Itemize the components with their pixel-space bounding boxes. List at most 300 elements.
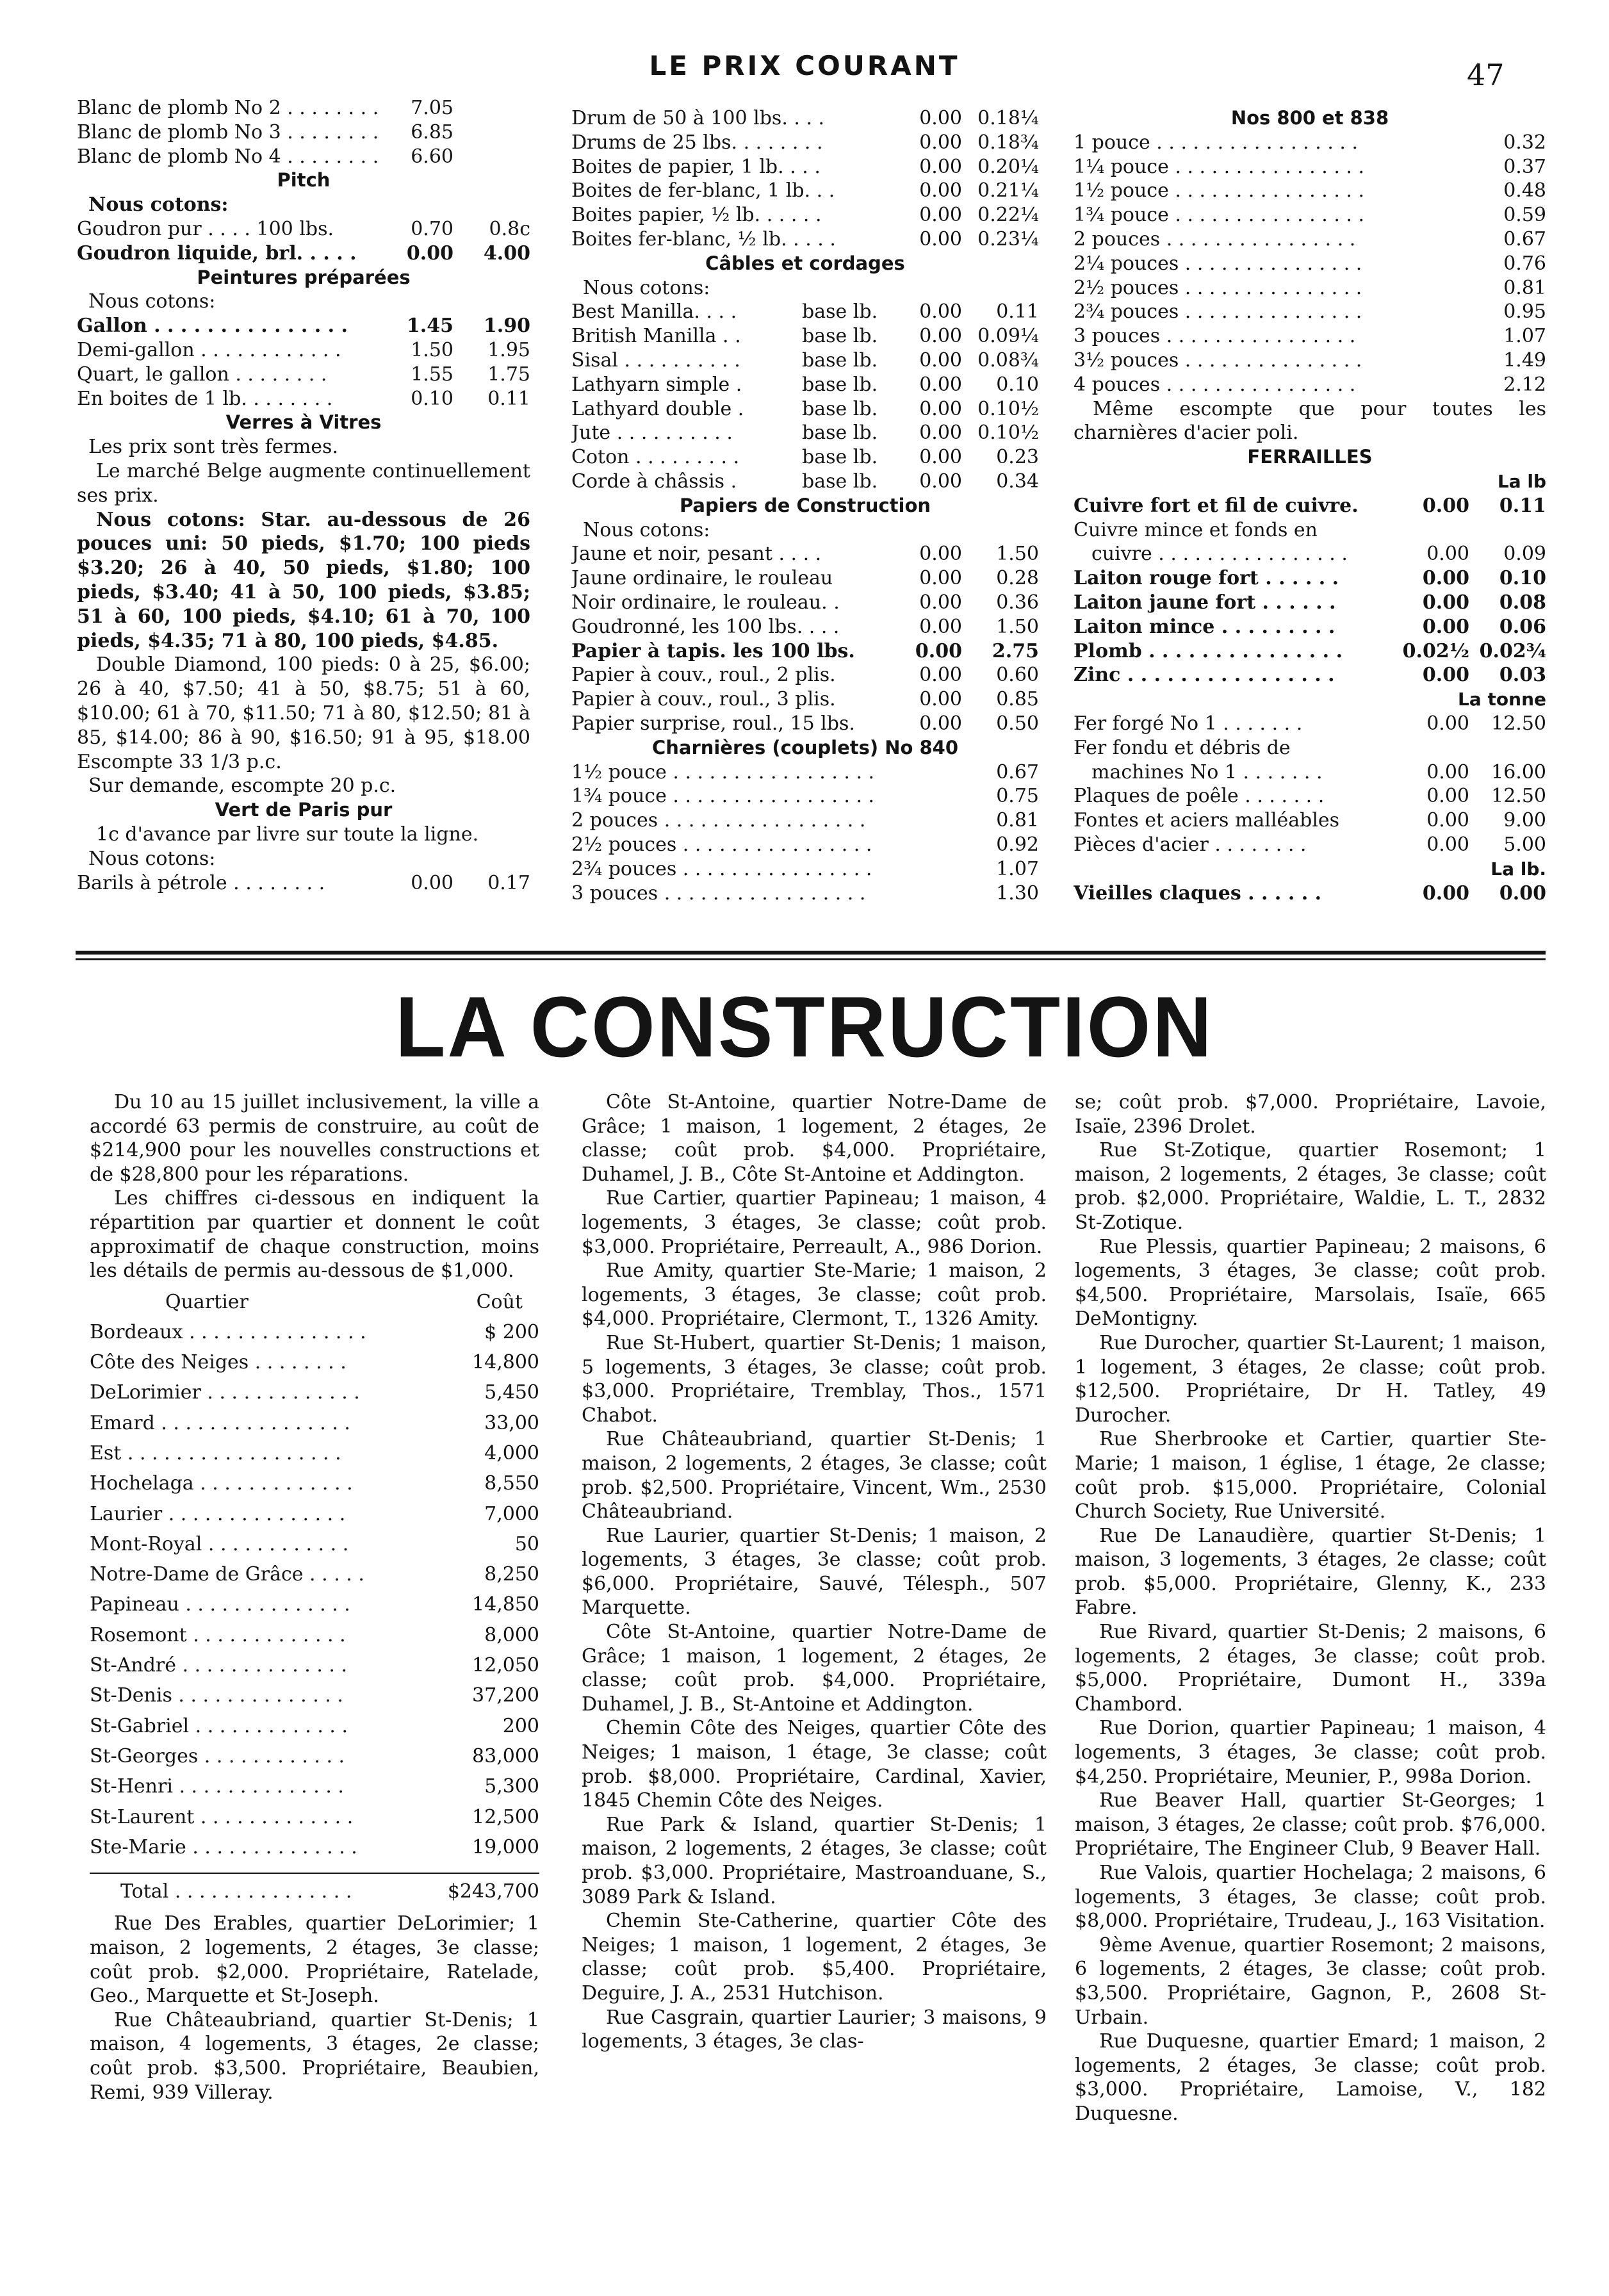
district-cost: 14,850	[472, 1593, 539, 1616]
price-value-low: 0.00	[919, 615, 962, 638]
intro-paragraph: Du 10 au 15 juillet inclusivement, la ville a accordé 63 permis de construire, au coût de $214,900 pour les nouvelles constructions et de $28,800 pour les réparations.	[90, 1091, 539, 1186]
permit-notice: Rue Laurier, quartier St-Denis; 1 maison, 2 logements, 3 étages, 3e classe; coût prob. $6,000. Propriétaire, Sauvé, Télesph., 507 Marquette.	[582, 1524, 1047, 1620]
price-row	[77, 338, 530, 363]
unit-label: La lb	[1497, 470, 1546, 492]
price-row	[1074, 494, 1546, 518]
price-row	[1074, 566, 1546, 591]
price-value-high: 12.50	[1491, 785, 1546, 808]
price-value-high: 0.81	[1503, 276, 1546, 299]
district-name: DeLorimier . . . . . . . . . . . . .	[90, 1381, 360, 1404]
price-unit: base lb.	[802, 422, 878, 445]
price-value-high: 1.50	[996, 543, 1039, 566]
price-value-high: 0.28	[996, 567, 1039, 590]
price-value-high: 0.06	[1499, 615, 1546, 638]
price-value-low	[1399, 324, 1469, 348]
price-label: Plomb . . . . . . . . . . . . . . .	[1074, 639, 1343, 662]
price-label: Goudron liquide, brl. . . . .	[77, 242, 357, 265]
price-value-low: 6.85	[411, 120, 453, 144]
price-label: Drums de 25 lbs. . . . . . . .	[571, 131, 823, 154]
price-value-high: 0.76	[1503, 252, 1546, 275]
price-column-2	[571, 106, 1039, 905]
price-label: Goudron pur . . . . 100 lbs.	[77, 217, 334, 240]
price-label: Blanc de plomb No 4 . . . . . . . .	[77, 145, 379, 168]
price-row	[1074, 882, 1546, 906]
price-label: 3½ pouces . . . . . . . . . . . . . . .	[1074, 348, 1362, 372]
price-label: Drum de 50 à 100 lbs. . . .	[571, 107, 825, 129]
price-value-low: 0.00	[919, 227, 962, 250]
price-label: Fontes et aciers malléables	[1074, 809, 1340, 832]
price-value-high: 0.09¼	[977, 325, 1039, 348]
price-value-low: 0.00	[919, 373, 962, 396]
district-name: Mont-Royal . . . . . . . . . . . .	[90, 1532, 349, 1555]
permit-notice: Rue Rivard, quartier St-Denis; 2 maisons, 6 logements, 2 étages, 3e classe; coût prob. $5,000. Propriétaire, Dumont H., 339a Chambord.	[1075, 1621, 1546, 1716]
price-row	[1074, 300, 1546, 324]
section-paragraph: Le marché Belge augmente continuellement ses prix.	[77, 459, 530, 507]
price-row	[571, 712, 1039, 736]
price-row	[571, 784, 1039, 808]
price-value-high: 5.00	[1503, 833, 1546, 856]
price-value-high: 0.18¼	[977, 107, 1039, 129]
district-name: Emard . . . . . . . . . . . . . . . .	[90, 1411, 350, 1434]
price-value-low: 0.00	[919, 567, 962, 590]
price-label: British Manilla . .	[571, 325, 741, 348]
price-value-low: 0.00	[919, 688, 962, 711]
price-row	[1074, 591, 1546, 615]
price-label: Cuivre fort et fil de cuivre.	[1074, 494, 1359, 517]
section-subline: Nous cotons:	[583, 276, 710, 299]
price-row	[1074, 227, 1546, 252]
price-label: 2¾ pouces . . . . . . . . . . . . . . . .	[571, 857, 872, 880]
price-value-high: 16.00	[1491, 760, 1546, 783]
price-value-low: 0.00	[919, 422, 962, 445]
price-value-low: 0.00	[1426, 543, 1469, 566]
price-value-low: 0.00	[919, 446, 962, 469]
price-value-low: 0.00	[919, 712, 962, 735]
district-row	[90, 1317, 539, 1347]
district-name: Est . . . . . . . . . . . . . . . . . .	[90, 1441, 341, 1464]
price-label: Corde à châssis .	[571, 470, 737, 493]
section-heading: Câbles et cordages	[705, 252, 905, 274]
price-value-low: 0.00	[919, 397, 962, 420]
price-value-low: 0.00	[1422, 664, 1469, 687]
permit-notice: Rue Châteaubriand, quartier St-Denis; 1 maison, 2 logements, 2 étages, 3e classe; coût prob. $2,500. Propriétaire, Vincent, Wm., 2530 Châteaubriand.	[582, 1428, 1047, 1523]
permit-notice: Rue Dorion, quartier Papineau; 1 maison, 4 logements, 3 étages, 3e classe; coût prob. $4,250. Propriétaire, Meunier, P., 998a Dorion.	[1075, 1717, 1546, 1788]
district-name: St-André . . . . . . . . . . . . . .	[90, 1654, 348, 1677]
price-row	[1074, 252, 1546, 276]
price-label: Lathyard double .	[571, 397, 744, 420]
price-label: 1¾ pouce . . . . . . . . . . . . . . . .	[1074, 204, 1364, 227]
price-label: Zinc . . . . . . . . . . . . . . . .	[1074, 664, 1335, 687]
district-row	[90, 1620, 539, 1650]
price-value-high: 0.67	[1503, 227, 1546, 250]
price-value-low: 1.45	[406, 315, 453, 338]
price-value-low: 0.00	[406, 242, 453, 265]
price-column-1	[77, 96, 530, 895]
page-number: 47	[1467, 58, 1505, 92]
price-value-high: 0.09	[1503, 543, 1546, 566]
price-value-low: 0.00	[1426, 833, 1469, 856]
price-value-low: 0.00	[1422, 591, 1469, 614]
district-row	[90, 1499, 539, 1529]
district-cost: 8,000	[484, 1623, 539, 1646]
price-value-high: 9.00	[1503, 809, 1546, 832]
price-row	[571, 663, 1039, 687]
price-value-high: 0.18¾	[977, 131, 1039, 154]
price-value-low: 0.00	[915, 639, 962, 662]
price-row	[571, 687, 1039, 712]
price-row	[571, 348, 1039, 373]
price-label: Papier à couv., roul., 2 plis.	[571, 664, 836, 687]
price-row	[571, 397, 1039, 422]
district-name: St-Georges . . . . . . . . . . . .	[90, 1744, 345, 1767]
district-cost: 8,550	[484, 1472, 539, 1495]
price-unit: base lb.	[802, 300, 878, 324]
price-value-low: 0.00	[1426, 712, 1469, 735]
district-cost: 14,800	[472, 1351, 539, 1374]
section-heading: Pitch	[277, 169, 331, 192]
price-value-high	[453, 96, 530, 120]
permit-notice: Rue Châteaubriand, quartier St-Denis; 1 maison, 4 logements, 3 étages, 2e classe; coût prob. $3,500. Propriétaire, Beaubien, Remi, 939 Villeray.	[90, 2008, 539, 2104]
price-label: 2 pouces . . . . . . . . . . . . . . . . .	[571, 809, 866, 832]
price-row	[571, 470, 1039, 494]
price-value-low: 7.05	[411, 97, 453, 119]
price-row	[571, 882, 1039, 906]
price-value-low	[1399, 276, 1469, 300]
district-name: Laurier . . . . . . . . . . . . . . .	[90, 1502, 346, 1525]
section-subline: Nous cotons:	[583, 518, 710, 541]
permit-notice: Côte St-Antoine, quartier Notre-Dame de Grâce; 1 maison, 1 logement, 2 étages, 2e classe; coût prob. $4,000. Propriétaire, Duhamel, J. B., Côte St-Antoine et Addington.	[582, 1091, 1047, 1186]
price-value-low: 0.00	[919, 470, 962, 493]
district-row	[90, 1559, 539, 1589]
section-subline: Nous cotons:	[88, 193, 229, 217]
price-unit: base lb.	[802, 348, 878, 372]
price-label: Barils à pétrole . . . . . . . .	[77, 871, 325, 894]
price-row	[1074, 639, 1546, 664]
district-cost: 12,500	[472, 1805, 539, 1828]
price-row	[77, 314, 530, 338]
price-label: 1½ pouce . . . . . . . . . . . . . . . .	[1074, 179, 1364, 202]
permit-notice: Rue Amity, quartier Ste-Marie; 1 maison, 2 logements, 3 étages, 3e classe; coût prob. $4,000. Propriétaire, Clermont, T., 1326 Amity.	[582, 1259, 1047, 1331]
price-value-high: 0.20¼	[977, 155, 1039, 178]
price-label: Laiton rouge fort . . . . . .	[1074, 567, 1339, 590]
price-label: Noir ordinaire, le rouleau. .	[571, 591, 840, 614]
section-heading: Peintures préparées	[197, 266, 411, 288]
price-row	[571, 591, 1039, 615]
section-subline: Les prix sont très fermes.	[88, 436, 338, 459]
price-value-low: 0.00	[1422, 567, 1469, 590]
district-row	[90, 1771, 539, 1801]
section-subline: Sur demande, escompte 20 p.c.	[88, 775, 396, 798]
permit-notice: Rue Durocher, quartier St-Laurent; 1 maison, 1 logement, 3 étages, 2e classe; coût prob. $12,500. Propriétaire, Dr H. Tatley, 49 Durocher.	[1075, 1331, 1546, 1427]
district-name: Notre-Dame de Grâce . . . . .	[90, 1563, 364, 1586]
price-value-high: 0.02¾	[1479, 639, 1546, 662]
district-cost: 37,200	[472, 1684, 539, 1707]
price-label: 1½ pouce . . . . . . . . . . . . . . . . .	[571, 760, 875, 783]
price-value-low: 0.00	[919, 543, 962, 566]
section-heading: Nos 800 et 838	[1230, 107, 1389, 129]
price-value-low: 0.00	[919, 179, 962, 202]
price-row	[1074, 276, 1546, 300]
permit-notice: Rue Valois, quartier Hochelaga; 2 maisons, 6 logements, 3 étages, 3e classe; coût prob. $8,000. Propriétaire, Trudeau, J., 163 Visitation.	[1075, 1862, 1546, 1933]
price-value-high: 1.50	[996, 615, 1039, 638]
price-value-low: 0.00	[1422, 494, 1469, 517]
price-value-high: 0.11	[1499, 494, 1546, 517]
permit-notice: se; coût prob. $7,000. Propriétaire, Lavoie, Isaïe, 2396 Drolet.	[1075, 1091, 1546, 1138]
price-value-high: 1.07	[1503, 325, 1546, 348]
price-row	[1074, 348, 1546, 373]
text-line: Fer fondu et débris de	[1074, 736, 1291, 759]
permit-notice: Rue Plessis, quartier Papineau; 2 maisons, 6 logements, 3 étages, 3e classe; coût prob. $4,500. Propriétaire, Marsolais, Isaïe, 665 DeMontigny.	[1075, 1235, 1546, 1331]
district-name: Côte des Neiges . . . . . . . .	[90, 1351, 347, 1374]
price-row	[571, 227, 1039, 252]
price-label: Laiton mince . . . . . . . . .	[1074, 615, 1335, 638]
price-value-low: 1.55	[411, 363, 453, 386]
price-label: cuivre . . . . . . . . . . . . . . . .	[1091, 543, 1348, 566]
district-table-header	[90, 1287, 539, 1317]
price-value-low	[1399, 179, 1469, 203]
price-value-low	[1399, 131, 1469, 155]
price-label: Fer forgé No 1 . . . . . . .	[1074, 712, 1303, 735]
price-value-high: 0.75	[996, 785, 1039, 808]
price-value-low	[1399, 300, 1469, 324]
price-value-high: 1.95	[487, 338, 530, 361]
price-label: 3 pouces . . . . . . . . . . . . . . . .	[1074, 325, 1356, 348]
price-value-low: 0.02½	[1402, 639, 1469, 662]
price-value-low	[892, 784, 962, 808]
price-label: Jaune et noir, pesant . . . .	[571, 543, 822, 566]
price-label: Boites fer-blanc, ½ lb. . . . .	[571, 227, 836, 250]
price-label: 2½ pouces . . . . . . . . . . . . . . . .	[571, 833, 872, 856]
district-cost: 33,00	[484, 1411, 539, 1434]
price-value-low: 0.00	[1426, 760, 1469, 783]
district-cost: 8,250	[484, 1563, 539, 1586]
price-label: Boites papier, ½ lb. . . . . .	[571, 204, 822, 227]
permit-notice: Rue Sherbrooke et Cartier, quartier Ste-Marie; 1 maison, 1 église, 1 étage, 2e classe; coût prob. $15,000. Propriétaire, Colonial Church Society, Rue Université.	[1075, 1428, 1546, 1523]
permit-notice: Rue Park & Island, quartier St-Denis; 1 maison, 2 logements, 2 étages, 3e classe; coût prob. $3,000. Propriétaire, Mastroanduane, S., 3089 Park & Island.	[582, 1813, 1047, 1908]
price-label: 1¾ pouce . . . . . . . . . . . . . . . . .	[571, 785, 875, 808]
district-row	[90, 1347, 539, 1377]
section-heading: Verres à Vitres	[225, 411, 382, 434]
price-row	[1074, 833, 1546, 857]
price-value-low: 0.00	[1422, 882, 1469, 905]
price-value-high: 0.48	[1503, 179, 1546, 202]
section-paragraph: Nous cotons: Star. au-dessous de 26 pouces uni: 50 pieds, $1.70; 100 pieds $3.20; 26 à 40, 50 pieds, $1.80; 100 pieds, $3.40; 41 à 50, 100 pieds, $3.85; 51 à 60, 100 pieds, $4.10; 61 à 70, 100 pieds, $4.35; 71 à 80, 100 pieds, $4.85.	[77, 508, 530, 652]
price-value-low: 0.00	[919, 348, 962, 372]
price-label: Jute . . . . . . . . . .	[571, 422, 733, 445]
price-value-high: 1.49	[1503, 348, 1546, 372]
district-name: Papineau . . . . . . . . . . . . . .	[90, 1593, 350, 1616]
district-row	[90, 1650, 539, 1680]
district-total-value: $243,700	[447, 1880, 539, 1903]
price-label: 4 pouces . . . . . . . . . . . . . . . .	[1074, 373, 1356, 396]
price-value-low	[1399, 203, 1469, 227]
price-label: 2¾ pouces . . . . . . . . . . . . . . .	[1074, 300, 1362, 324]
permit-notice: Côte St-Antoine, quartier Notre-Dame de Grâce; 1 maison, 1 logement, 2 étages, 2e classe; coût prob. $4,000. Propriétaire, Duhamel, J. B., St-Antoine et Addington.	[582, 1621, 1047, 1716]
district-row	[90, 1468, 539, 1498]
price-value-low: 0.00	[919, 204, 962, 227]
price-value-high: 0.85	[996, 688, 1039, 711]
price-value-low: 0.00	[919, 591, 962, 614]
district-row	[90, 1741, 539, 1771]
district-name: Rosemont . . . . . . . . . . . . .	[90, 1623, 346, 1646]
price-row	[1074, 324, 1546, 348]
section-heading: FERRAILLES	[1247, 446, 1373, 468]
section-divider	[76, 951, 1546, 955]
unit-label: La lb.	[1491, 858, 1546, 880]
text-line: Cuivre mince et fonds en	[1074, 518, 1318, 541]
article-column-3	[1075, 1090, 1546, 2126]
price-value-low: 1.50	[411, 338, 453, 361]
price-label: Blanc de plomb No 2 . . . . . . . .	[77, 97, 379, 119]
price-value-high	[453, 145, 530, 169]
price-value-low	[892, 808, 962, 833]
district-cost: 50	[514, 1532, 539, 1555]
page-header-title: LE PRIX COURANT	[649, 50, 960, 81]
price-row	[1074, 760, 1546, 785]
price-unit: base lb.	[802, 470, 878, 493]
permit-notice: Rue Des Erables, quartier DeLorimier; 1 maison, 2 logements, 2 étages, 3e classe; coût prob. $2,000. Propriétaire, Ratelade, Geo., Marquette et St-Joseph.	[90, 1912, 539, 2008]
district-row	[90, 1711, 539, 1741]
price-label: 2½ pouces . . . . . . . . . . . . . . .	[1074, 276, 1362, 299]
price-value-low: 0.00	[919, 107, 962, 129]
price-unit: base lb.	[802, 373, 878, 396]
price-label: Papier surprise, roul., 15 lbs.	[571, 712, 855, 735]
district-name: Bordeaux . . . . . . . . . . . . . . .	[90, 1320, 366, 1343]
section-paragraph: 1c d'avance par livre sur toute la ligne.	[96, 823, 479, 846]
price-value-high: 0.95	[1503, 300, 1546, 324]
price-value-high: 0.10½	[977, 397, 1039, 420]
price-column-3	[1074, 106, 1546, 905]
price-value-high: 0.10½	[977, 422, 1039, 445]
price-value-low	[892, 833, 962, 857]
price-value-high: 1.07	[996, 857, 1039, 880]
district-cost: 7,000	[484, 1502, 539, 1525]
district-total-row	[90, 1873, 539, 1906]
district-cost: 83,000	[472, 1744, 539, 1767]
price-row	[77, 363, 530, 387]
price-label: Plaques de poêle . . . . . . .	[1074, 785, 1325, 808]
price-value-low	[1399, 227, 1469, 252]
price-unit: base lb.	[802, 446, 878, 469]
price-value-low: 0.70	[411, 217, 453, 240]
price-value-high: 0.23¼	[977, 227, 1039, 250]
price-value-high: 0.22¼	[977, 204, 1039, 227]
price-value-high: 1.30	[996, 882, 1039, 905]
permit-notice: Chemin Ste-Catherine, quartier Côte des Neiges; 1 maison, 1 logement, 2 étages, 3e classe; coût prob. $5,400. Propriétaire, Deguire, J. A., 2531 Hutchison.	[582, 1910, 1047, 2005]
price-row	[571, 808, 1039, 833]
price-value-low: 0.00	[1426, 785, 1469, 808]
price-label: Papier à tapis. les 100 lbs.	[571, 639, 855, 662]
price-row	[77, 217, 530, 242]
price-value-low: 0.00	[919, 325, 962, 348]
price-label: Pièces d'acier . . . . . . . .	[1074, 833, 1307, 856]
price-value-low	[1399, 348, 1469, 373]
permit-notice: Rue St-Zotique, quartier Rosemont; 1 maison, 2 logements, 2 étages, 3e classe; coût prob. $2,000. Propriétaire, Waldie, L. T., 2832 St-Zotique.	[1075, 1139, 1546, 1234]
price-row	[1074, 808, 1546, 833]
permit-notice: Rue Beaver Hall, quartier St-Georges; 1 maison, 3 étages, 2e classe; coût prob. $76,000. Propriétaire, The Engineer Club, 9 Beaver Hall.	[1075, 1789, 1546, 1860]
price-value-high: 0.50	[996, 712, 1039, 735]
price-value-high: 0.23	[996, 446, 1039, 469]
price-value-low: 0.00	[919, 155, 962, 178]
district-cost: 5,300	[484, 1775, 539, 1798]
price-row	[77, 145, 530, 169]
price-value-low	[892, 857, 962, 882]
section-paragraph: Double Diamond, 100 pieds: 0 à 25, $6.00; 26 à 40, $7.50; 41 à 50, $8.75; 51 à 60, $10.00; 61 à 70, $11.50; 71 à 80, $12.50; 81 à 85, $14.00; 86 à 90, $16.50; 91 à 95, $18.00 Escompte 33 1/3 p.c.	[77, 653, 530, 773]
district-name: Ste-Marie . . . . . . . . . . . . . .	[90, 1835, 357, 1858]
price-value-high: 0.11	[996, 300, 1039, 324]
district-name: St-Laurent . . . . . . . . . . . . .	[90, 1805, 354, 1828]
price-unit: base lb.	[802, 325, 878, 348]
price-label: Vieilles claques . . . . . .	[1074, 882, 1322, 905]
price-value-high: 0.03	[1499, 664, 1546, 687]
section-subline: Nous cotons:	[88, 847, 216, 870]
price-value-high: 0.59	[1503, 204, 1546, 227]
district-name: St-Henri . . . . . . . . . . . . . .	[90, 1775, 344, 1798]
price-label: 3 pouces . . . . . . . . . . . . . . . . .	[571, 882, 866, 905]
district-row	[90, 1802, 539, 1832]
district-name: St-Denis . . . . . . . . . . . . . .	[90, 1684, 343, 1707]
price-value-low: 6.60	[411, 145, 453, 168]
price-value-low	[1399, 252, 1469, 276]
price-row	[1074, 179, 1546, 203]
district-cost: 19,000	[472, 1835, 539, 1858]
price-row	[1074, 542, 1546, 566]
price-value-low: 0.00	[919, 300, 962, 324]
price-row	[77, 96, 530, 120]
price-row	[77, 242, 530, 266]
permit-notice: Chemin Côte des Neiges, quartier Côte des Neiges; 1 maison, 1 étage, 3e classe; coût prob. $8,000. Propriétaire, Cardinal, Xavier, 1845 Chemin Côte des Neiges.	[582, 1717, 1047, 1812]
price-label: Goudronné, les 100 lbs. . . .	[571, 615, 840, 638]
price-row	[571, 445, 1039, 470]
district-row	[90, 1589, 539, 1620]
price-row	[1074, 131, 1546, 155]
price-row	[571, 615, 1039, 639]
price-value-high: 2.75	[992, 639, 1039, 662]
price-label: Coton . . . . . . . . .	[571, 446, 740, 469]
section-heading: Vert de Paris pur	[215, 799, 393, 821]
price-row	[1074, 663, 1546, 687]
price-value-high: 0.08¾	[977, 348, 1039, 372]
price-label: Blanc de plomb No 3 . . . . . . . .	[77, 120, 379, 144]
price-unit: base lb.	[802, 397, 878, 420]
price-value-high: 0.11	[487, 387, 530, 410]
district-cost: 5,450	[484, 1381, 539, 1404]
district-header-quartier: Quartier	[165, 1290, 249, 1313]
price-value-high: 0.60	[996, 664, 1039, 687]
district-cost: $ 200	[484, 1320, 539, 1343]
article-column-2	[582, 1090, 1047, 2054]
price-label: En boites de 1 lb. . . . . . . .	[77, 387, 333, 410]
price-label: Boites de fer-blanc, 1 lb. . .	[571, 179, 835, 202]
price-row	[571, 373, 1039, 397]
price-value-high: 0.8c	[489, 217, 530, 240]
permit-notice: Rue Duquesne, quartier Emard; 1 maison, 2 logements, 2 étages, 3e classe; coût prob. $3,000. Propriétaire, Lamoise, V., 182 Duquesne.	[1075, 2030, 1546, 2125]
price-row	[571, 833, 1039, 857]
price-value-low: 0.00	[919, 664, 962, 687]
price-row	[1074, 712, 1546, 736]
permit-notice: Rue Casgrain, quartier Laurier; 3 maisons, 9 logements, 3 étages, 3e clas-	[582, 2006, 1047, 2053]
price-value-high: 1.75	[487, 363, 530, 386]
district-table	[90, 1317, 539, 1862]
price-label: 1 pouce . . . . . . . . . . . . . . . . .	[1074, 131, 1358, 154]
price-label: 2 pouces . . . . . . . . . . . . . . . .	[1074, 227, 1356, 250]
district-cost: 200	[502, 1714, 539, 1737]
district-cost: 4,000	[484, 1441, 539, 1464]
price-value-high: 0.08	[1499, 591, 1546, 614]
price-value-high: 0.92	[996, 833, 1039, 856]
price-row	[571, 300, 1039, 324]
price-row	[571, 324, 1039, 348]
